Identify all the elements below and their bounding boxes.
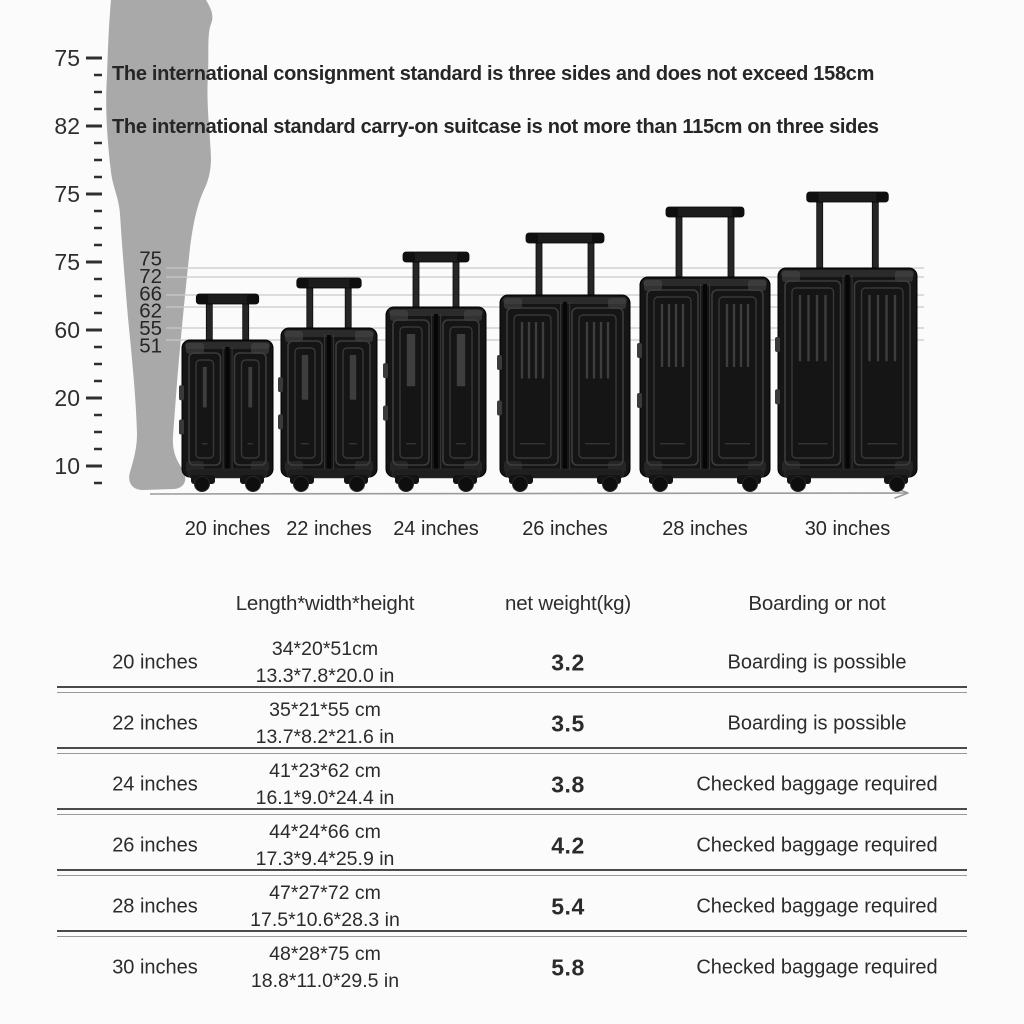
size-label-30-inches: 30 inches	[804, 518, 891, 540]
cell-net-weight: 3.2	[551, 649, 585, 675]
cell-size: 26 inches	[112, 834, 198, 856]
table-header-dims: Length*width*height	[235, 592, 415, 615]
table-row-30-inches	[0, 937, 1024, 998]
cell-size: 24 inches	[112, 773, 198, 795]
cell-net-weight: 3.5	[551, 710, 585, 736]
svg-text:75: 75	[54, 249, 80, 275]
cell-boarding: Checked baggage required	[696, 956, 938, 978]
dimensions-cm: 34*20*51cm	[271, 637, 379, 660]
cell-dimensions	[256, 636, 395, 690]
height-scale-labels	[139, 248, 162, 358]
table-header-boarding: Boarding or not	[748, 592, 886, 615]
table-row-24-inches	[0, 754, 1024, 815]
svg-text:66: 66	[139, 282, 162, 306]
suitcase-24-inches	[383, 252, 486, 492]
row-separator	[57, 869, 967, 876]
svg-text:10: 10	[54, 453, 80, 479]
dimensions-cm: 44*24*66 cm	[269, 820, 381, 843]
svg-text:82: 82	[54, 113, 80, 139]
dimensions-in: 13.7*8.2*21.6 in	[255, 725, 395, 748]
cell-size: 22 inches	[112, 712, 198, 734]
cell-dimensions	[256, 758, 395, 812]
cell-dimensions	[256, 819, 395, 873]
cell-dimensions	[256, 697, 395, 751]
dimensions-in: 16.1*9.0*24.4 in	[255, 786, 395, 809]
svg-text:72: 72	[139, 264, 162, 288]
row-separator	[57, 930, 967, 937]
cell-dimensions	[251, 941, 399, 995]
dimensions-in: 13.3*7.8*20.0 in	[255, 664, 395, 687]
size-label-24-inches: 24 inches	[393, 518, 479, 540]
dimensions-in: 17.5*10.6*28.3 in	[250, 908, 400, 931]
suitcase-22-inches	[278, 278, 377, 492]
spec-table	[0, 574, 1024, 998]
table-header-row	[0, 574, 1024, 632]
svg-text:51: 51	[139, 334, 162, 358]
cell-boarding: Boarding is possible	[727, 651, 907, 673]
row-separator	[57, 747, 967, 754]
cell-net-weight: 4.2	[551, 832, 585, 858]
cell-net-weight: 3.8	[551, 771, 585, 797]
size-label-26-inches: 26 inches	[522, 518, 608, 540]
dimensions-cm: 41*23*62 cm	[269, 759, 381, 782]
table-row-26-inches	[0, 815, 1024, 876]
size-label-28-inches: 28 inches	[662, 518, 748, 540]
size-label-22-inches: 22 inches	[286, 518, 372, 540]
suitcase-28-inches	[637, 207, 770, 492]
svg-text:75: 75	[54, 181, 80, 207]
cell-net-weight: 5.8	[551, 954, 585, 980]
cell-boarding: Boarding is possible	[727, 712, 907, 734]
table-row-20-inches	[0, 632, 1024, 693]
row-separator	[57, 686, 967, 693]
cell-boarding: Checked baggage required	[696, 895, 938, 917]
dimensions-cm: 35*21*55 cm	[269, 698, 381, 721]
table-header-weight: net weight(kg)	[505, 592, 631, 615]
cell-size: 28 inches	[112, 895, 198, 917]
table-row-22-inches	[0, 693, 1024, 754]
svg-text:60: 60	[54, 317, 80, 343]
consignment-standard-text: The international consignment standard is three sides and does not exceed 158cm	[112, 63, 875, 85]
suitcase-20-inches	[179, 294, 273, 492]
table-row-28-inches	[0, 876, 1024, 937]
cell-size: 20 inches	[112, 651, 198, 673]
dimensions-cm: 48*28*75 cm	[269, 942, 381, 965]
cell-size: 30 inches	[112, 956, 198, 978]
table-body	[0, 632, 1024, 998]
row-separator	[57, 808, 967, 815]
dimensions-cm: 47*27*72 cm	[269, 881, 381, 904]
svg-text:55: 55	[139, 317, 162, 341]
cell-dimensions	[250, 880, 400, 934]
cell-boarding: Checked baggage required	[696, 834, 938, 856]
svg-text:62: 62	[139, 299, 162, 323]
cell-boarding: Checked baggage required	[696, 773, 938, 795]
dimensions-in: 17.3*9.4*25.9 in	[255, 847, 395, 870]
suitcase-26-inches	[497, 233, 630, 492]
height-ruler	[54, 45, 102, 484]
suitcase-30-inches	[775, 192, 917, 492]
dimensions-in: 18.8*11.0*29.5 in	[250, 969, 400, 992]
svg-text:20: 20	[54, 385, 80, 411]
svg-text:75: 75	[139, 247, 162, 271]
size-label-20-inches: 20 inches	[184, 518, 271, 540]
cell-net-weight: 5.4	[551, 893, 585, 919]
carry-on-standard-text: The international standard carry-on suitcase is not more than 115cm on three sides	[112, 116, 879, 138]
svg-text:75: 75	[54, 45, 80, 71]
